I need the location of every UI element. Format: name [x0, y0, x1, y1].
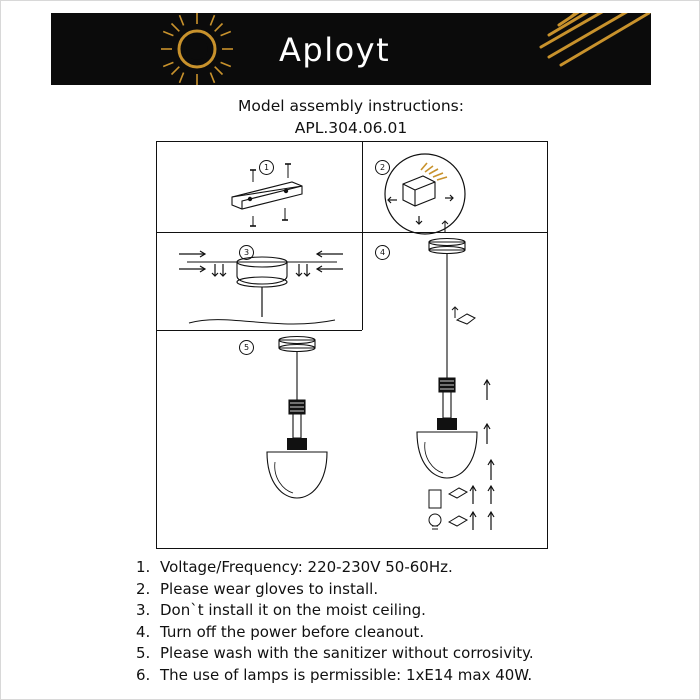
canopy-mount-graphic: [179, 251, 343, 324]
step-marker-3: 3: [239, 245, 254, 260]
note-index: 4.: [136, 622, 151, 641]
note-text: Don`t install it on the moist ceiling.: [160, 601, 426, 619]
note-index: 6.: [136, 665, 151, 684]
note-index: 2.: [136, 579, 151, 598]
brand-banner: [51, 13, 651, 85]
pendant-assembly-graphic: [417, 221, 494, 530]
note-text: Please wash with the sanitizer without corrosivity.: [160, 644, 534, 662]
note-item: [136, 643, 656, 665]
sunburst-logo-icon: [159, 13, 235, 85]
note-index: 1.: [136, 558, 151, 576]
step-marker-2: 2: [375, 160, 390, 175]
finished-pendant-graphic: [267, 337, 327, 499]
diagram-artwork: [157, 142, 547, 548]
note-index: 5.: [136, 644, 151, 662]
note-text: Please wear gloves to install.: [160, 579, 379, 598]
note-item: [136, 600, 656, 622]
note-text: Voltage/Frequency: 220-230V 50-60Hz.: [160, 558, 453, 576]
step-marker-5: 5: [239, 340, 254, 355]
note-item: [136, 579, 656, 601]
step-marker-4: 4: [375, 245, 390, 260]
brand-name: Aployt: [279, 31, 391, 69]
terminal-block-graphic: [385, 154, 465, 234]
title-block: [1, 95, 700, 139]
note-item: [136, 557, 656, 579]
safety-notes-list: [136, 557, 656, 686]
note-item: [136, 665, 656, 687]
fan-rays-icon: [421, 13, 651, 85]
note-index: 3.: [136, 601, 151, 619]
bracket-bar-graphic: [232, 164, 302, 226]
note-text: The use of lamps is permissible: 1xE14 max 40W.: [160, 665, 533, 684]
note-item: [136, 622, 656, 644]
assembly-diagram: [156, 141, 548, 549]
note-text: Turn off the power before cleanout.: [160, 622, 425, 641]
instructions-title: Model assembly instructions:: [238, 97, 464, 115]
step-marker-1: 1: [259, 160, 274, 175]
model-code: APL.304.06.01: [294, 119, 408, 137]
